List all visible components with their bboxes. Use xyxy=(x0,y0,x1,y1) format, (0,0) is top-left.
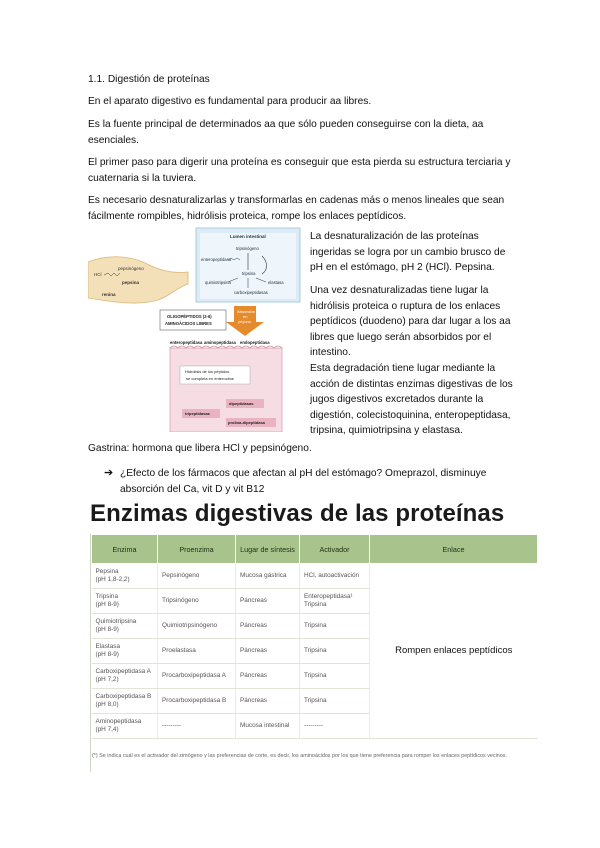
cell-enzima: Tripsina (pH 8-9) xyxy=(92,589,158,614)
fig-prolina: prolina-dipeptidasa xyxy=(228,420,265,425)
cell-enzima: Pepsina (pH 1,8-2,2) xyxy=(92,564,158,589)
gastrina-note: Gastrina: hormona que libera HCl y pepsinógeno. xyxy=(88,443,312,454)
cell-lugar: Páncreas xyxy=(236,664,300,689)
paragraph: El primer paso para digerir una proteína es conseguir que esta pierda su estructura terciaria y cuaternaria si la tuviera. xyxy=(88,157,511,184)
fig-absorcion-2: en xyxy=(243,314,248,319)
fig-endopeptidasa: endopeptidasa xyxy=(240,340,270,345)
cell-activador: Tripsina xyxy=(300,614,370,639)
cell-activador: HCl, autoactivación xyxy=(300,564,370,589)
fig-quimiotripsina: quimiotripsina xyxy=(205,280,231,285)
paragraph: Es necesario desnaturalizarlas y transformarlas en cadenas más o menos lineales que sean fácilmente rompibles, hidrólisis proteica, rompe los enlaces peptídicos. xyxy=(88,195,505,222)
col-header-enzima: Enzima xyxy=(92,535,158,564)
col-header-proenzima: Proenzima xyxy=(158,535,236,564)
arrow-bullet-icon: ➔ xyxy=(104,467,114,479)
cell-enzima: Elastasa (pH 8-9) xyxy=(92,639,158,664)
cell-enzima: Quimiotripsina (pH 8-9) xyxy=(92,614,158,639)
table-footnote: (*) Se indica cuál es el activador del zimógeno y las preferencias de corte, es decir, los aminoácidos por los que tiene preferencia para romper los enlaces peptídicos vecinos. xyxy=(92,753,507,759)
cell-lugar: Páncreas xyxy=(236,589,300,614)
fig-carboxipeptidasas: carboxipeptidasas xyxy=(234,290,268,295)
fig-pepsinogeno: pepsinógeno xyxy=(118,266,144,271)
cell-lugar: Páncreas xyxy=(236,639,300,664)
cell-enzima: Carboxipeptidasa A (pH 7,2) xyxy=(92,664,158,689)
cell-proenzima: Procarboxipeptidasa B xyxy=(158,689,236,714)
side-paragraph: Esta degradación tiene lugar mediante la acción de distintas enzimas digestivas de los jugos digestivos excretados durante la digestión, colecistoquinina, enteropeptidasa, tripsina, quimiotripsina y elastasa. xyxy=(310,363,513,437)
cell-activador: Tripsina xyxy=(300,639,370,664)
cell-enzima: Carboxipeptidasa B (pH 8,0) xyxy=(92,689,158,714)
fig-enteropeptidasa: enteropeptidasa xyxy=(201,257,232,262)
cell-proenzima: Pepsinógeno xyxy=(158,564,236,589)
enzymes-title: Enzimas digestivas de las proteínas xyxy=(90,500,505,527)
fig-aminopeptidasa: aminopeptidasa xyxy=(204,340,236,345)
cell-enlace: Rompen enlaces peptídicos xyxy=(370,564,538,739)
cell-lugar: Páncreas xyxy=(236,614,300,639)
cell-activador: Tripsina xyxy=(300,664,370,689)
cell-proenzima: --------- xyxy=(158,714,236,739)
cell-proenzima: Procarboxipeptidasa A xyxy=(158,664,236,689)
fig-oligo-2: AMINOÁCIDOS LIBRES xyxy=(165,321,212,326)
paragraph: Es la fuente principal de determinados aa que sólo pueden conseguirse con la dieta, aa esenciales. xyxy=(88,119,484,146)
fig-hidrolisis-2: se completa en enterocitos xyxy=(186,376,234,381)
protein-digestion-figure xyxy=(88,226,302,432)
fig-dipeptidasas: dipeptidasas xyxy=(229,401,254,406)
cell-activador: Tripsina xyxy=(300,689,370,714)
fig-renina: renina xyxy=(102,292,116,297)
cell-enzima: Aminopeptidasa (pH 7,4) xyxy=(92,714,158,739)
fig-absorcion-3: yeyuno xyxy=(238,319,251,324)
fig-elastasa: elastasa xyxy=(268,280,284,285)
bullet-item xyxy=(104,466,524,497)
cell-activador: Enteropeptidasa¹ Tripsina xyxy=(300,589,370,614)
fig-hidrolisis-1: Hidrólisis de los péptidos xyxy=(185,369,230,374)
fig-tripsinogeno: tripsinógeno xyxy=(236,246,259,251)
col-header-enlace: Enlace xyxy=(370,535,538,564)
fig-hcl: HCl xyxy=(94,272,102,277)
enzymes-table xyxy=(90,534,537,772)
cell-lugar: Mucosa gástrica xyxy=(236,564,300,589)
fig-absorcion-1: Absorción xyxy=(237,309,255,314)
section-heading: 1.1. Digestión de proteínas xyxy=(88,74,210,85)
cell-lugar: Mucosa intestinal xyxy=(236,714,300,739)
fig-oligo-1: OLIGOPÉPTIDOS (2-6) xyxy=(167,314,212,319)
fig-tripeptidasas: tripeptidasas xyxy=(185,411,210,416)
cell-proenzima: Tripsinógeno xyxy=(158,589,236,614)
cell-proenzima: Proelastasa xyxy=(158,639,236,664)
paragraph: En el aparato digestivo es fundamental para producir aa libres. xyxy=(88,96,372,107)
fig-tripsina: tripsina xyxy=(242,271,256,276)
cell-lugar: Páncreas xyxy=(236,689,300,714)
cell-proenzima: Quimiotripsinógeno xyxy=(158,614,236,639)
fig-pepsina: pepsina xyxy=(122,280,140,285)
col-header-lugar: Lugar de síntesis xyxy=(236,535,300,564)
bullet-text: ¿Efecto de los fármacos que afectan al pH del estómago? Omeprazol, disminuye absorción del Ca, vit D y vit B12 xyxy=(120,468,487,495)
table-row xyxy=(92,564,538,589)
oligopeptidos-box xyxy=(160,310,226,330)
fig-enteropeptidasa-2: enteropeptidasa xyxy=(170,340,203,345)
col-header-activador: Activador xyxy=(300,535,370,564)
side-paragraph: La desnaturalización de las proteínas ingeridas se logra por un cambio brusco de pH en el estómago, pH 2 (HCl). Pepsina. xyxy=(310,231,506,274)
fig-lumen: Lumen intestinal xyxy=(230,234,266,239)
side-paragraph: Una vez desnaturalizadas tiene lugar la hidrólisis proteica o ruptura de los enlaces peptídicos (duodeno) para dar lugar a los aa libres que luego serán absorbidos por el intestino. xyxy=(310,285,511,359)
cell-activador: --------- xyxy=(300,714,370,739)
